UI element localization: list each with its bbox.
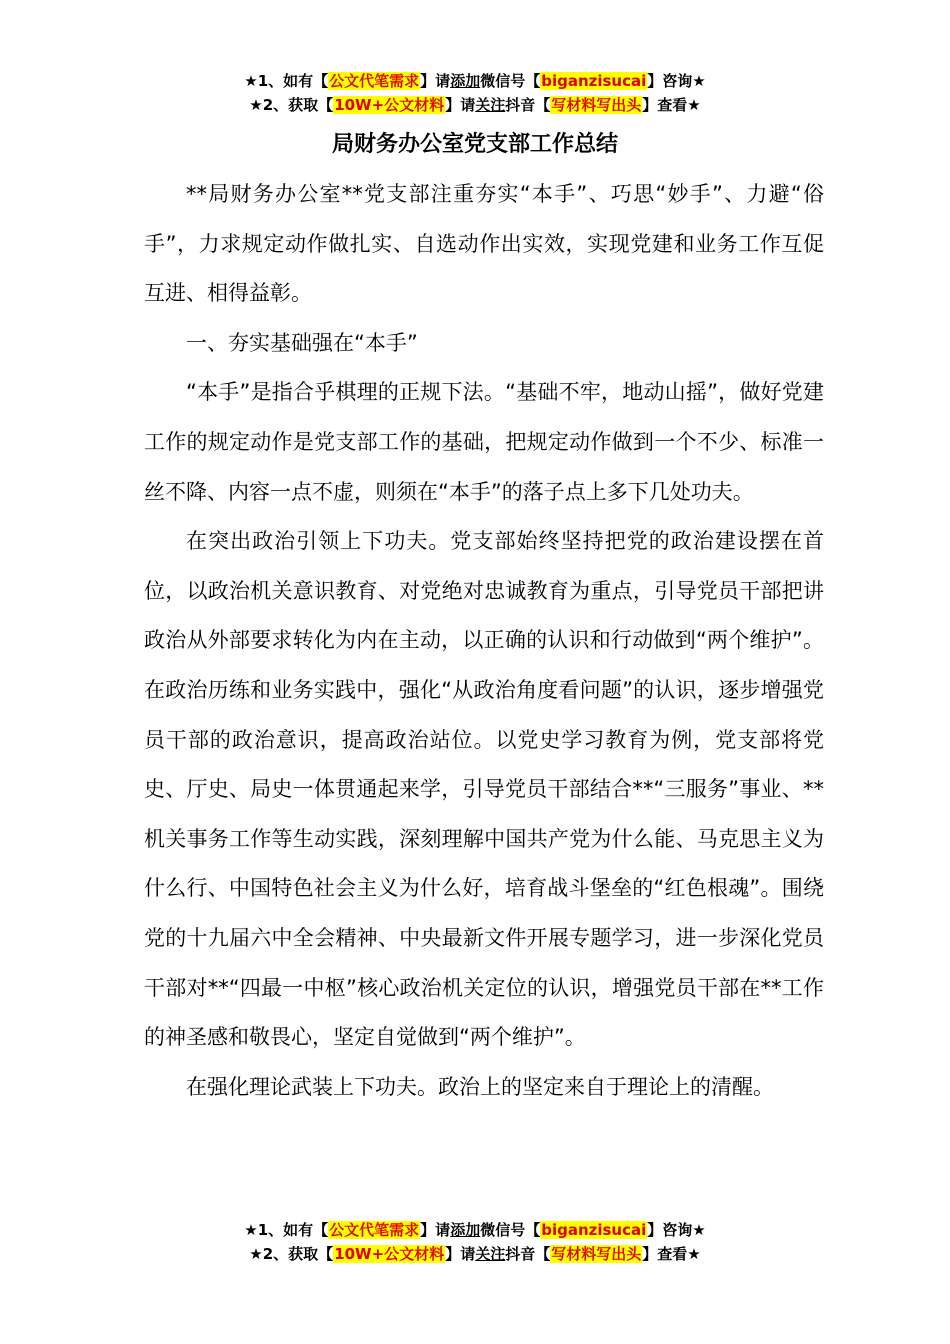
paragraph-intro: **局财务办公室**党支部注重夯实“本手”、巧思“妙手”、力避“俗手”，力求规定动作做扎实、自选动作出实效，实现党建和业务工作互促互进、相得益彰。 [144, 182, 824, 306]
footer-line-2-highlight-douyin: 写材料写出头 [551, 1245, 642, 1263]
footer-line-1-emphasis: 添加 [450, 1221, 481, 1239]
footer-line-1-suffix: 】咨询★ [647, 1221, 706, 1239]
footer-line-2-mid2: 抖音【 [505, 1245, 551, 1263]
promo-line-1-prefix: ★1、如有【 [244, 72, 329, 90]
footer-line-2-highlight-materials: 10W+公文材料 [334, 1245, 445, 1263]
promo-line-2-suffix: 】查看★ [642, 96, 701, 114]
footer-promo-line-1 [0, 1218, 950, 1242]
footer-line-1-mid2: 微信号【 [480, 1221, 541, 1239]
footer-line-2-emphasis: 关注 [475, 1245, 506, 1263]
promo-line-1-mid: 】请 [420, 72, 451, 90]
footer-promo-line-2 [0, 1242, 950, 1266]
promo-line-1 [0, 69, 950, 93]
promo-line-2 [0, 93, 950, 117]
promo-line-2-highlight-douyin: 写材料写出头 [551, 96, 642, 114]
footer-line-2-suffix: 】查看★ [642, 1245, 701, 1263]
section-heading-1: 一、夯实基础强在“本手” [186, 330, 418, 355]
promo-line-1-mid2: 微信号【 [480, 72, 541, 90]
promo-line-1-suffix: 】咨询★ [647, 72, 706, 90]
footer-line-2-mid: 】请 [445, 1245, 476, 1263]
promo-line-1-highlight-wechat: biganzisucai [541, 72, 647, 90]
promo-line-2-highlight-materials: 10W+公文材料 [334, 96, 445, 114]
paragraph-theory-armament: 在强化理论武装上下功夫。政治上的坚定来自于理论上的清醒。 [186, 1074, 774, 1099]
promo-line-2-emphasis: 关注 [475, 96, 506, 114]
promo-line-2-mid2: 抖音【 [505, 96, 551, 114]
footer-line-1-highlight-service: 公文代笔需求 [329, 1221, 420, 1239]
footer-line-1-highlight-wechat: biganzisucai [541, 1221, 647, 1239]
footer-line-1-prefix: ★1、如有【 [244, 1221, 329, 1239]
paragraph-political-leadership: 在突出政治引领上下功夫。党支部始终坚持把党的政治建设摆在首位，以政治机关意识教育、对党绝对忠诚教育为重点，引导党员干部把讲政治从外部要求转化为内在主动，以正确的认识和行动做到“两个维护”。在政治历练和业务实践中，强化“从政治角度看问题”的认识，逐步增强党员干部的政治意识，提高政治站位。以党史学习教育为例，党支部将党史、厅史、局史一体贯通起来学，引导党员干部结合**“三服务”事业、**机关事务工作等生动实践，深刻理解中国共产党为什么能、马克思主义为什么行、中国特色社会主义为什么好，培育战斗堡垒的“红色根魂”。围绕党的十九届六中全会精神、中央最新文件开展专题学习，进一步深化党员干部对**“四最一中枢”核心政治机关定位的认识，增强党员干部在**工作的神圣感和敬畏心，坚定自觉做到“两个维护”。 [144, 529, 824, 1050]
promo-line-1-highlight-service: 公文代笔需求 [329, 72, 420, 90]
footer-line-2-prefix: ★2、获取【 [249, 1245, 334, 1263]
document-title: 局财务办公室党支部工作总结 [331, 132, 618, 157]
paragraph-benshou-definition: “本手”是指合乎棋理的正规下法。“基础不牢，地动山摇”，做好党建工作的规定动作是党支部工作的基础，把规定动作做到一个不少、标准一丝不降、内容一点不虚，则须在“本手”的落子点上多下几处功夫。 [144, 380, 824, 504]
footer-line-1-mid: 】请 [420, 1221, 451, 1239]
footer-promo-banner [0, 1218, 950, 1266]
promo-line-2-mid: 】请 [445, 96, 476, 114]
promo-line-1-emphasis: 添加 [450, 72, 481, 90]
header-promo-banner [0, 69, 950, 117]
promo-line-2-prefix: ★2、获取【 [249, 96, 334, 114]
document-body [144, 170, 824, 1112]
